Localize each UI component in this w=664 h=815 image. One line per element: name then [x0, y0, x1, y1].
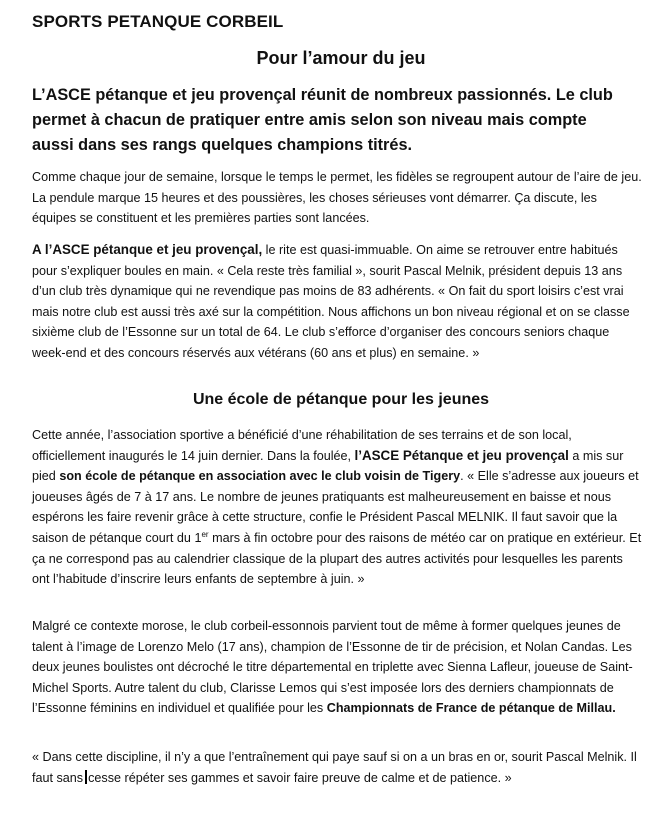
paragraph-3	[32, 425, 642, 590]
article-title: Pour l’amour du jeu	[256, 48, 426, 68]
section-subtitle: Une école de pétanque pour les jeunes	[192, 391, 490, 408]
paragraph-5-text-after-cursor: cesse répéter ses gammes et savoir faire preuve de calme et de patience. »	[88, 770, 512, 785]
article-lead: L’ASCE pétanque et jeu provençal réunit de nombreux passionnés. Le club permet à chacun de pratiquer entre amis selon son niveau mais compte aussi dans ses rangs quelques champions titrés.	[32, 86, 613, 154]
section-kicker: SPORTS PETANQUE CORBEIL	[32, 12, 284, 31]
text-cursor[interactable]	[85, 770, 87, 784]
paragraph-3-superscript: er	[201, 529, 209, 539]
paragraph-1: Comme chaque jour de semaine, lorsque le temps le permet, les fidèles se regroupent autour de l’aire de jeu. La pendule marque 15 heures et des poussières, les choses sérieuses vont démarrer. Ça discute, les équipes se constituent et les premières parties sont lancées.	[32, 170, 642, 226]
paragraph-5	[32, 747, 642, 788]
paragraph-2	[32, 240, 642, 364]
paragraph-3-text-2: a mis sur pied	[32, 448, 624, 484]
paragraph-4-text: Malgré ce contexte morose, le club corbeil-essonnois parvient tout de même à former quelques jeunes de talent à l’image de Lorenzo Melo (17 ans), champion de l’Essonne de tir de précision, et Nolan Candas. Les deux jeunes boulistes ont décroché le titre départemental en triplette avec Sienna Lafleur, joueuse de Saint-Michel Sports. Autre talent du club, Clarisse Lemos qui s’est imposée lors des derniers championnats de l’Essonne féminins en individuel et qualifiée pour les	[32, 619, 633, 716]
paragraph-4-bold-championships: Championnats de France de pétanque de Millau.	[326, 701, 616, 716]
paragraph-3-bold-school: son école de pétanque en association avec le club voisin de Tigery	[59, 469, 461, 484]
paragraph-5-text-before-cursor: « Dans cette discipline, il n’y a que l’entraînement qui paye sauf si on a un bras en or, sourit Pascal Melnik. Il faut sans	[32, 750, 637, 785]
paragraph-3-text-3: . « Elle s’adresse aux joueurs et joueuses âgés de 7 à 17 ans. Le nombre de jeunes pratiquants est malheureusement en baisse et nous espérons les faire revenir grâce à cette structure, confie le Président Pascal MELNIK. Il faut savoir que la saison de pétanque court du 1	[32, 469, 639, 545]
paragraph-3-text-1: Cette année, l’association sportive a bénéficié d’une réhabilitation de ses terrains et de son local, officiellement inaugurés le 14 juin dernier. Dans la foulée,	[32, 428, 572, 463]
paragraph-3-text-4: mars à fin octobre pour des raisons de météo car on pratique en extérieur. Et ça ne correspond pas au calendrier classique de la plupart des autres activités pour lesquelles les parents ont l’habitude d’inscrire leurs enfants de septembre à juin. »	[32, 530, 642, 587]
paragraph-4	[32, 616, 642, 719]
paragraph-2-bold-lead: A l’ASCE pétanque et jeu provençal,	[32, 242, 263, 257]
paragraph-3-bold-club: l’ASCE Pétanque et jeu provençal	[354, 447, 569, 463]
paragraph-2-text: le rite est quasi-immuable. On aime se retrouver entre habitués pour s’expliquer boules en main. « Cela reste très familial », sourit Pascal Melnik, président depuis 13 ans d’un club très dynamique qui ne revendique pas moins de 83 adhérents. « On fait du sport loisirs c’est vrai mais notre club est aussi très axé sur la compétition. Nous affichons un bon niveau régional et on se classe sixième club de l’Essonne sur un total de 64. Le club s’efforce d’organiser des concours seniors chaque week-end et des concours réservés aux vétérans (60 ans et plus) en semaine. »	[32, 243, 630, 360]
